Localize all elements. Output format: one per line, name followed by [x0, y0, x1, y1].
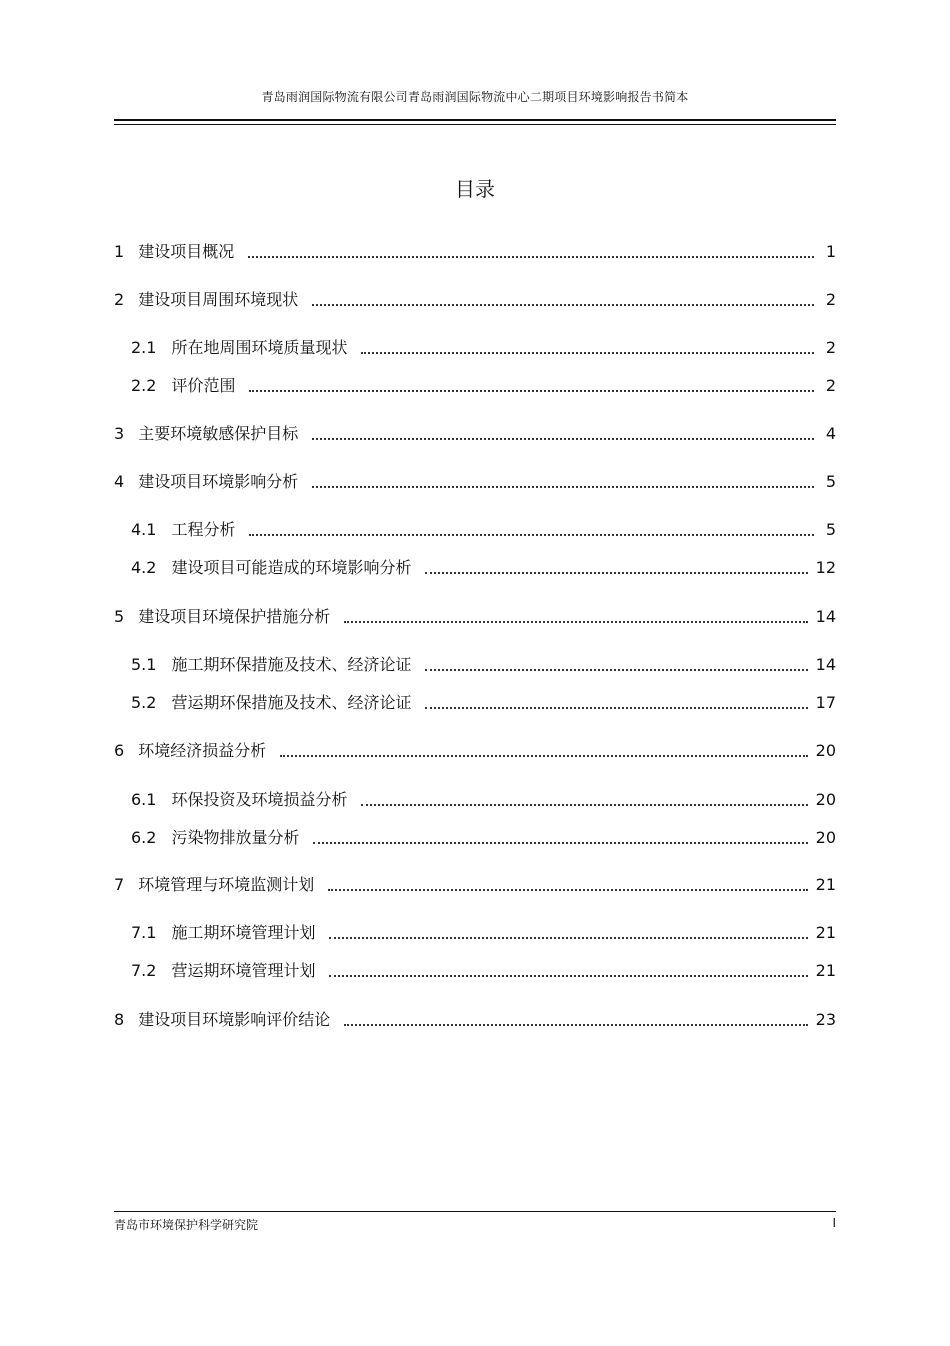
- toc-entry[interactable]: [131, 689, 836, 713]
- footer-organization: 青岛市环境保护科学研究院: [114, 1218, 259, 1232]
- toc-entry[interactable]: [131, 824, 836, 848]
- toc-entry-number: 7.2: [131, 961, 157, 980]
- toc-entry-page: 21: [815, 961, 836, 980]
- toc-entry-page: 21: [815, 875, 836, 894]
- toc-entry-number: 5.2: [131, 693, 157, 712]
- toc-entry-label: 环境经济损益分析: [138, 741, 267, 760]
- toc-dot-leader: [425, 669, 807, 671]
- toc-entry-page: 1: [825, 242, 836, 261]
- toc-entry[interactable]: [114, 286, 836, 310]
- toc-entry-label: 施工期环保措施及技术、经济论证: [171, 655, 412, 674]
- toc-entry-label: 建设项目可能造成的环境影响分析: [171, 558, 412, 577]
- toc-dot-leader: [329, 937, 807, 939]
- toc-entry-label: 工程分析: [171, 520, 236, 539]
- toc-dot-leader: [328, 889, 807, 891]
- toc-entry-label: 所在地周围环境质量现状: [171, 338, 348, 357]
- toc-entry-label: 建设项目环境影响评价结论: [138, 1010, 331, 1029]
- toc-entry-page: 2: [825, 290, 836, 309]
- toc-dot-leader: [425, 572, 807, 574]
- toc-dot-leader: [313, 842, 807, 844]
- toc-dot-leader: [312, 304, 814, 306]
- toc-entry-page: 20: [815, 790, 836, 809]
- toc-dot-leader: [361, 804, 807, 806]
- toc-entry-number: 3: [114, 424, 125, 443]
- toc-dot-leader: [249, 534, 814, 536]
- toc-entry[interactable]: [114, 871, 836, 895]
- toc-dot-leader: [249, 390, 814, 392]
- toc-entry-page: 4: [825, 424, 836, 443]
- toc-entry-label: 施工期环境管理计划: [171, 923, 316, 942]
- footer-rule: [114, 1211, 836, 1212]
- toc-entry-label: 环境管理与环境监测计划: [138, 875, 315, 894]
- toc-entry-label: 营运期环保措施及技术、经济论证: [171, 693, 412, 712]
- toc-entry-label: 营运期环境管理计划: [171, 961, 316, 980]
- toc-entry[interactable]: [114, 603, 836, 627]
- toc-entry-label: 建设项目概况: [138, 242, 235, 261]
- toc-entry[interactable]: [131, 554, 836, 578]
- toc-dot-leader: [425, 707, 807, 709]
- toc-entry-number: 7.1: [131, 923, 157, 942]
- toc-entry[interactable]: [131, 334, 836, 358]
- toc-entry[interactable]: [114, 238, 836, 262]
- toc-entry-page: 21: [815, 923, 836, 942]
- toc-entry[interactable]: [131, 786, 836, 810]
- toc-entry-number: 6.1: [131, 790, 157, 809]
- toc-entry-number: 5.1: [131, 655, 157, 674]
- toc-dot-leader: [248, 256, 814, 258]
- toc-entry-page: 12: [815, 558, 836, 577]
- toc-entry-number: 7: [114, 875, 125, 894]
- toc-entry-number: 2.1: [131, 338, 157, 357]
- toc-entry-number: 4: [114, 472, 125, 491]
- toc-entry-label: 建设项目环境影响分析: [138, 472, 299, 491]
- page-header-title: 青岛雨润国际物流有限公司青岛雨润国际物流中心二期项目环境影响报告书简本: [261, 90, 689, 104]
- toc-dot-leader: [312, 486, 814, 488]
- toc-entry[interactable]: [131, 651, 836, 675]
- toc-entry-label: 建设项目环境保护措施分析: [138, 607, 331, 626]
- toc-entry-page: 20: [815, 828, 836, 847]
- toc-entry[interactable]: [131, 372, 836, 396]
- toc-entry-page: 5: [825, 472, 836, 491]
- toc-entry-page: 14: [815, 655, 836, 674]
- toc-entry-number: 2: [114, 290, 125, 309]
- toc-dot-leader: [312, 438, 814, 440]
- toc-dot-leader: [344, 1024, 807, 1026]
- toc-entry-label: 主要环境敏感保护目标: [138, 424, 299, 443]
- toc-dot-leader: [280, 755, 807, 757]
- toc-entry-number: 8: [114, 1010, 125, 1029]
- toc-entry-page: 5: [825, 520, 836, 539]
- toc-dot-leader: [329, 975, 807, 977]
- toc-entry[interactable]: [114, 1006, 836, 1030]
- toc-entry[interactable]: [131, 919, 836, 943]
- toc-dot-leader: [344, 621, 807, 623]
- toc-entry-page: 20: [815, 741, 836, 760]
- toc-entry-page: 14: [815, 607, 836, 626]
- toc-entry-number: 5: [114, 607, 125, 626]
- toc-title: 目录: [455, 177, 495, 201]
- toc-entry-page: 17: [815, 693, 836, 712]
- toc-entry-number: 1: [114, 242, 125, 261]
- toc-entry[interactable]: [131, 957, 836, 981]
- toc-entry-label: 评价范围: [171, 376, 236, 395]
- footer-page-number: I: [832, 1216, 836, 1230]
- toc-entry-number: 6.2: [131, 828, 157, 847]
- toc-entry[interactable]: [131, 516, 836, 540]
- toc-entry-page: 2: [825, 376, 836, 395]
- toc-entry[interactable]: [114, 468, 836, 492]
- toc-entry-page: 23: [815, 1010, 836, 1029]
- toc-entry[interactable]: [114, 420, 836, 444]
- toc-dot-leader: [361, 352, 814, 354]
- toc-entry-number: 2.2: [131, 376, 157, 395]
- toc-entry-number: 4.1: [131, 520, 157, 539]
- toc-entry-page: 2: [825, 338, 836, 357]
- toc-entry-number: 6: [114, 741, 125, 760]
- toc-entry-label: 环保投资及环境损益分析: [171, 790, 348, 809]
- toc-entry-label: 建设项目周围环境现状: [138, 290, 299, 309]
- toc-entry-number: 4.2: [131, 558, 157, 577]
- toc-entry-label: 污染物排放量分析: [171, 828, 300, 847]
- toc-entry[interactable]: [114, 737, 836, 761]
